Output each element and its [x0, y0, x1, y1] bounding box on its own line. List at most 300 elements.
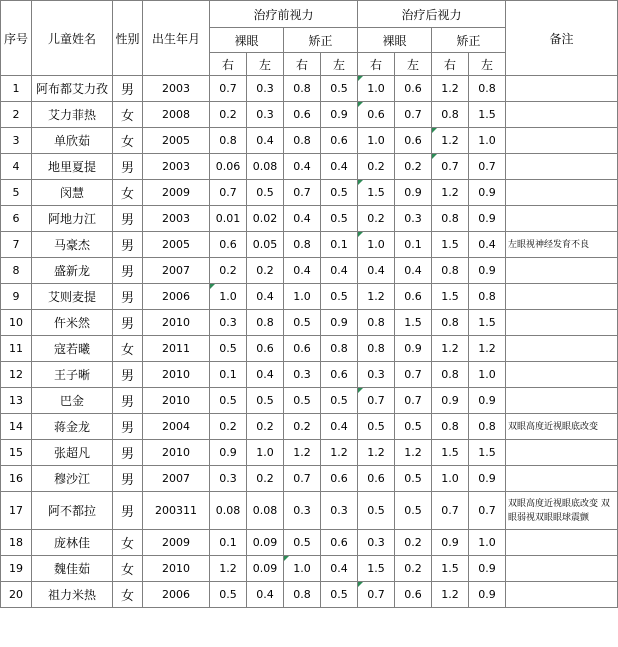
- table-row: [1, 232, 618, 258]
- row-number: 17: [1, 492, 32, 530]
- vision-before-corrected-right: 0.6: [284, 336, 321, 362]
- gender: 男: [113, 362, 143, 388]
- note-cell: [506, 154, 618, 180]
- child-name: 王子晰: [32, 362, 113, 388]
- vision-after-corrected-left: 1.2: [469, 336, 506, 362]
- vision-after-naked-right: 1.0: [358, 232, 395, 258]
- vision-before-corrected-left: 0.6: [321, 362, 358, 388]
- vision-before-corrected-left: 0.8: [321, 336, 358, 362]
- birth-date: 2010: [143, 556, 210, 582]
- vision-after-corrected-right: 1.5: [432, 440, 469, 466]
- note-cell: [506, 102, 618, 128]
- vision-before-corrected-right: 0.5: [284, 388, 321, 414]
- vision-after-naked-left: 0.9: [395, 180, 432, 206]
- row-number: 10: [1, 310, 32, 336]
- gender: 女: [113, 530, 143, 556]
- header-right-eye: 右: [284, 53, 321, 76]
- vision-before-corrected-right: 0.8: [284, 582, 321, 608]
- note-cell: [506, 336, 618, 362]
- child-name: 单欣茹: [32, 128, 113, 154]
- child-name: 地里夏提: [32, 154, 113, 180]
- vision-after-naked-right: 0.2: [358, 206, 395, 232]
- vision-before-corrected-right: 1.0: [284, 284, 321, 310]
- vision-after-corrected-left: 0.7: [469, 492, 506, 530]
- row-number: 13: [1, 388, 32, 414]
- child-name: 艾则麦提: [32, 284, 113, 310]
- row-number: 8: [1, 258, 32, 284]
- gender: 女: [113, 556, 143, 582]
- vision-after-corrected-left: 0.9: [469, 206, 506, 232]
- birth-date: 2003: [143, 76, 210, 102]
- gender: 女: [113, 336, 143, 362]
- vision-before-naked-right: 1.0: [210, 284, 247, 310]
- vision-before-naked-left: 0.08: [247, 154, 284, 180]
- birth-date: 2004: [143, 414, 210, 440]
- vision-before-naked-left: 0.2: [247, 414, 284, 440]
- vision-after-naked-right: 1.2: [358, 284, 395, 310]
- vision-after-corrected-right: 0.8: [432, 206, 469, 232]
- vision-before-naked-right: 0.2: [210, 102, 247, 128]
- gender: 男: [113, 440, 143, 466]
- vision-after-corrected-right: 0.9: [432, 530, 469, 556]
- vision-before-corrected-left: 0.9: [321, 102, 358, 128]
- vision-after-corrected-left: 0.9: [469, 258, 506, 284]
- vision-before-naked-left: 0.4: [247, 128, 284, 154]
- vision-after-naked-left: 1.2: [395, 440, 432, 466]
- birth-date: 2005: [143, 232, 210, 258]
- vision-before-naked-left: 0.5: [247, 388, 284, 414]
- vision-before-corrected-right: 1.0: [284, 556, 321, 582]
- table-body: [1, 76, 618, 608]
- header-before-corrected: 矫正: [284, 28, 358, 53]
- vision-after-naked-right: 0.2: [358, 154, 395, 180]
- birth-date: 2007: [143, 466, 210, 492]
- child-name: 马豪杰: [32, 232, 113, 258]
- vision-before-naked-right: 0.5: [210, 388, 247, 414]
- vision-before-naked-right: 0.2: [210, 258, 247, 284]
- header-before-naked: 裸眼: [210, 28, 284, 53]
- child-name: 阿不都拉: [32, 492, 113, 530]
- gender: 男: [113, 284, 143, 310]
- row-number: 9: [1, 284, 32, 310]
- vision-before-naked-right: 0.2: [210, 414, 247, 440]
- vision-after-corrected-right: 1.5: [432, 284, 469, 310]
- vision-before-corrected-right: 0.3: [284, 492, 321, 530]
- vision-after-naked-right: 0.7: [358, 582, 395, 608]
- vision-before-naked-right: 0.06: [210, 154, 247, 180]
- child-name: 仵米然: [32, 310, 113, 336]
- vision-after-corrected-left: 0.9: [469, 180, 506, 206]
- vision-after-naked-right: 1.0: [358, 128, 395, 154]
- birth-date: 2007: [143, 258, 210, 284]
- note-cell: [506, 310, 618, 336]
- header-after-treatment: 治疗后视力: [358, 1, 506, 28]
- vision-before-naked-left: 0.09: [247, 530, 284, 556]
- table-row: [1, 582, 618, 608]
- header-right-eye: 右: [358, 53, 395, 76]
- vision-after-corrected-left: 0.8: [469, 76, 506, 102]
- vision-before-naked-left: 0.05: [247, 232, 284, 258]
- vision-before-naked-right: 0.08: [210, 492, 247, 530]
- vision-after-naked-left: 0.6: [395, 128, 432, 154]
- header-row-1: [1, 1, 618, 28]
- vision-before-corrected-right: 0.4: [284, 258, 321, 284]
- vision-before-corrected-left: 0.4: [321, 414, 358, 440]
- vision-before-naked-right: 1.2: [210, 556, 247, 582]
- vision-after-naked-right: 1.5: [358, 556, 395, 582]
- note-cell: [506, 582, 618, 608]
- vision-after-naked-left: 0.5: [395, 492, 432, 530]
- row-number: 7: [1, 232, 32, 258]
- vision-before-naked-left: 0.4: [247, 362, 284, 388]
- vision-after-naked-right: 0.3: [358, 362, 395, 388]
- note-cell: [506, 388, 618, 414]
- gender: 男: [113, 258, 143, 284]
- gender: 男: [113, 310, 143, 336]
- vision-before-naked-right: 0.3: [210, 310, 247, 336]
- vision-before-corrected-left: 0.9: [321, 310, 358, 336]
- child-name: 蒋金龙: [32, 414, 113, 440]
- vision-before-naked-right: 0.3: [210, 466, 247, 492]
- vision-after-naked-left: 0.2: [395, 154, 432, 180]
- gender: 女: [113, 180, 143, 206]
- vision-before-naked-right: 0.7: [210, 76, 247, 102]
- birth-date: 2010: [143, 362, 210, 388]
- vision-after-corrected-right: 0.8: [432, 102, 469, 128]
- birth-date: 2005: [143, 128, 210, 154]
- header-after-naked: 裸眼: [358, 28, 432, 53]
- vision-after-naked-right: 0.5: [358, 414, 395, 440]
- header-name: 儿童姓名: [32, 1, 113, 76]
- row-number: 19: [1, 556, 32, 582]
- vision-after-naked-left: 0.5: [395, 466, 432, 492]
- vision-after-naked-right: 0.4: [358, 258, 395, 284]
- vision-after-corrected-left: 0.9: [469, 466, 506, 492]
- gender: 男: [113, 76, 143, 102]
- vision-after-corrected-right: 0.7: [432, 154, 469, 180]
- vision-after-corrected-right: 0.8: [432, 414, 469, 440]
- header-birth: 出生年月: [143, 1, 210, 76]
- vision-after-naked-right: 0.8: [358, 310, 395, 336]
- vision-after-corrected-left: 1.0: [469, 362, 506, 388]
- vision-after-naked-left: 1.5: [395, 310, 432, 336]
- vision-before-corrected-right: 0.2: [284, 414, 321, 440]
- vision-before-naked-right: 0.1: [210, 362, 247, 388]
- vision-before-corrected-right: 0.8: [284, 76, 321, 102]
- vision-before-corrected-right: 1.2: [284, 440, 321, 466]
- table-row: [1, 128, 618, 154]
- vision-after-naked-right: 0.6: [358, 102, 395, 128]
- row-number: 18: [1, 530, 32, 556]
- note-cell: [506, 258, 618, 284]
- vision-before-corrected-right: 0.6: [284, 102, 321, 128]
- child-name: 阿地力江: [32, 206, 113, 232]
- note-cell: [506, 530, 618, 556]
- gender: 女: [113, 128, 143, 154]
- vision-before-corrected-left: 0.1: [321, 232, 358, 258]
- vision-after-naked-right: 0.5: [358, 492, 395, 530]
- vision-after-naked-left: 0.9: [395, 336, 432, 362]
- row-number: 20: [1, 582, 32, 608]
- child-name: 穆沙江: [32, 466, 113, 492]
- vision-after-naked-left: 0.4: [395, 258, 432, 284]
- vision-after-corrected-right: 0.8: [432, 258, 469, 284]
- vision-before-corrected-left: 0.5: [321, 388, 358, 414]
- vision-before-corrected-right: 0.3: [284, 362, 321, 388]
- gender: 男: [113, 414, 143, 440]
- vision-after-naked-left: 0.6: [395, 76, 432, 102]
- vision-after-naked-left: 0.6: [395, 582, 432, 608]
- vision-after-naked-right: 0.7: [358, 388, 395, 414]
- gender: 男: [113, 466, 143, 492]
- child-name: 祖力米热: [32, 582, 113, 608]
- vision-before-naked-right: 0.1: [210, 530, 247, 556]
- vision-after-corrected-right: 1.2: [432, 180, 469, 206]
- vision-before-naked-left: 0.08: [247, 492, 284, 530]
- vision-before-naked-left: 0.2: [247, 258, 284, 284]
- vision-after-naked-left: 0.5: [395, 414, 432, 440]
- note-cell: [506, 206, 618, 232]
- header-left-eye: 左: [247, 53, 284, 76]
- gender: 男: [113, 492, 143, 530]
- vision-after-naked-right: 1.2: [358, 440, 395, 466]
- vision-before-naked-left: 0.3: [247, 102, 284, 128]
- table-row: [1, 102, 618, 128]
- vision-after-corrected-left: 0.4: [469, 232, 506, 258]
- vision-before-naked-left: 0.3: [247, 76, 284, 102]
- vision-before-naked-left: 0.2: [247, 466, 284, 492]
- vision-before-corrected-left: 0.6: [321, 466, 358, 492]
- table-row: [1, 388, 618, 414]
- vision-after-corrected-left: 0.8: [469, 284, 506, 310]
- vision-after-corrected-left: 0.8: [469, 414, 506, 440]
- gender: 女: [113, 582, 143, 608]
- header-after-corrected: 矫正: [432, 28, 506, 53]
- vision-before-corrected-left: 0.5: [321, 180, 358, 206]
- vision-before-corrected-left: 0.5: [321, 582, 358, 608]
- vision-before-corrected-right: 0.4: [284, 154, 321, 180]
- table-row: [1, 76, 618, 102]
- vision-after-corrected-left: 1.5: [469, 440, 506, 466]
- vision-before-corrected-right: 0.8: [284, 232, 321, 258]
- vision-after-naked-right: 1.0: [358, 76, 395, 102]
- vision-before-naked-right: 0.8: [210, 128, 247, 154]
- row-number: 15: [1, 440, 32, 466]
- vision-after-corrected-right: 0.7: [432, 492, 469, 530]
- vision-after-corrected-right: 1.2: [432, 76, 469, 102]
- birth-date: 2011: [143, 336, 210, 362]
- vision-before-naked-right: 0.6: [210, 232, 247, 258]
- header-left-eye: 左: [321, 53, 358, 76]
- vision-after-naked-left: 0.7: [395, 388, 432, 414]
- row-number: 6: [1, 206, 32, 232]
- birth-date: 2006: [143, 582, 210, 608]
- child-name: 艾力菲热: [32, 102, 113, 128]
- vision-after-corrected-left: 1.0: [469, 530, 506, 556]
- vision-before-naked-right: 0.9: [210, 440, 247, 466]
- birth-date: 2009: [143, 180, 210, 206]
- birth-date: 2009: [143, 530, 210, 556]
- vision-after-corrected-right: 1.2: [432, 128, 469, 154]
- vision-after-corrected-right: 0.8: [432, 310, 469, 336]
- vision-after-corrected-left: 0.7: [469, 154, 506, 180]
- birth-date: 200311: [143, 492, 210, 530]
- vision-after-corrected-left: 1.0: [469, 128, 506, 154]
- gender: 男: [113, 206, 143, 232]
- row-number: 12: [1, 362, 32, 388]
- vision-before-naked-right: 0.7: [210, 180, 247, 206]
- birth-date: 2008: [143, 102, 210, 128]
- vision-before-corrected-left: 0.5: [321, 76, 358, 102]
- gender: 男: [113, 388, 143, 414]
- table-row: [1, 414, 618, 440]
- gender: 女: [113, 102, 143, 128]
- row-number: 16: [1, 466, 32, 492]
- row-number: 1: [1, 76, 32, 102]
- birth-date: 2010: [143, 310, 210, 336]
- vision-after-corrected-right: 1.5: [432, 232, 469, 258]
- header-left-eye: 左: [469, 53, 506, 76]
- table-row: [1, 440, 618, 466]
- note-cell: [506, 284, 618, 310]
- table-row: [1, 530, 618, 556]
- header-right-eye: 右: [210, 53, 247, 76]
- vision-after-naked-right: 1.5: [358, 180, 395, 206]
- note-cell: 左眼视神经发育不良: [506, 232, 618, 258]
- vision-before-corrected-right: 0.5: [284, 530, 321, 556]
- row-number: 2: [1, 102, 32, 128]
- vision-after-corrected-left: 1.5: [469, 102, 506, 128]
- gender: 男: [113, 232, 143, 258]
- vision-before-corrected-left: 0.4: [321, 154, 358, 180]
- child-name: 盛新龙: [32, 258, 113, 284]
- vision-after-naked-left: 0.1: [395, 232, 432, 258]
- vision-before-naked-left: 0.02: [247, 206, 284, 232]
- vision-before-corrected-left: 0.4: [321, 258, 358, 284]
- vision-after-corrected-left: 0.9: [469, 388, 506, 414]
- note-cell: [506, 440, 618, 466]
- table-row: [1, 492, 618, 530]
- child-name: 闵慧: [32, 180, 113, 206]
- vision-after-corrected-left: 1.5: [469, 310, 506, 336]
- child-name: 寇若曦: [32, 336, 113, 362]
- vision-after-corrected-right: 1.2: [432, 582, 469, 608]
- header-seq: 序号: [1, 1, 32, 76]
- vision-after-naked-right: 0.8: [358, 336, 395, 362]
- vision-before-naked-left: 1.0: [247, 440, 284, 466]
- vision-before-corrected-left: 0.5: [321, 206, 358, 232]
- table-row: [1, 310, 618, 336]
- vision-before-corrected-right: 0.7: [284, 466, 321, 492]
- birth-date: 2006: [143, 284, 210, 310]
- table-row: [1, 556, 618, 582]
- birth-date: 2010: [143, 388, 210, 414]
- vision-after-naked-left: 0.7: [395, 362, 432, 388]
- table-row: [1, 466, 618, 492]
- vision-after-corrected-right: 0.9: [432, 388, 469, 414]
- vision-after-naked-left: 0.2: [395, 530, 432, 556]
- birth-date: 2003: [143, 154, 210, 180]
- vision-before-naked-left: 0.4: [247, 582, 284, 608]
- table-row: [1, 284, 618, 310]
- child-name: 庞林佳: [32, 530, 113, 556]
- note-cell: [506, 128, 618, 154]
- gender: 男: [113, 154, 143, 180]
- vision-after-naked-right: 0.3: [358, 530, 395, 556]
- note-cell: [506, 362, 618, 388]
- table-row: [1, 180, 618, 206]
- table-row: [1, 258, 618, 284]
- vision-before-corrected-left: 1.2: [321, 440, 358, 466]
- vision-after-corrected-right: 0.8: [432, 362, 469, 388]
- birth-date: 2010: [143, 440, 210, 466]
- row-number: 5: [1, 180, 32, 206]
- vision-before-naked-left: 0.6: [247, 336, 284, 362]
- vision-before-corrected-right: 0.5: [284, 310, 321, 336]
- vision-after-naked-left: 0.2: [395, 556, 432, 582]
- table-row: [1, 206, 618, 232]
- child-name: 魏佳茹: [32, 556, 113, 582]
- vision-before-corrected-right: 0.7: [284, 180, 321, 206]
- header-before-treatment: 治疗前视力: [210, 1, 358, 28]
- row-number: 11: [1, 336, 32, 362]
- vision-before-naked-left: 0.8: [247, 310, 284, 336]
- vision-before-corrected-left: 0.3: [321, 492, 358, 530]
- vision-after-corrected-right: 1.0: [432, 466, 469, 492]
- note-cell: [506, 466, 618, 492]
- vision-before-naked-left: 0.4: [247, 284, 284, 310]
- vision-before-corrected-left: 0.4: [321, 556, 358, 582]
- header-gender: 性别: [113, 1, 143, 76]
- vision-before-naked-left: 0.09: [247, 556, 284, 582]
- vision-before-naked-left: 0.5: [247, 180, 284, 206]
- vision-before-corrected-left: 0.6: [321, 530, 358, 556]
- row-number: 3: [1, 128, 32, 154]
- vision-after-corrected-right: 1.5: [432, 556, 469, 582]
- vision-before-corrected-left: 0.6: [321, 128, 358, 154]
- child-name: 巴金: [32, 388, 113, 414]
- child-name: 张超凡: [32, 440, 113, 466]
- header-left-eye: 左: [395, 53, 432, 76]
- row-number: 4: [1, 154, 32, 180]
- vision-before-naked-right: 0.5: [210, 582, 247, 608]
- note-cell: [506, 556, 618, 582]
- table-row: [1, 362, 618, 388]
- vision-after-naked-left: 0.7: [395, 102, 432, 128]
- vision-after-corrected-right: 1.2: [432, 336, 469, 362]
- child-name: 阿布都艾力孜: [32, 76, 113, 102]
- vision-before-naked-right: 0.01: [210, 206, 247, 232]
- birth-date: 2003: [143, 206, 210, 232]
- vision-after-naked-right: 0.6: [358, 466, 395, 492]
- vision-before-naked-right: 0.5: [210, 336, 247, 362]
- note-cell: [506, 180, 618, 206]
- row-number: 14: [1, 414, 32, 440]
- vision-after-naked-left: 0.6: [395, 284, 432, 310]
- vision-before-corrected-right: 0.4: [284, 206, 321, 232]
- note-cell: 双眼高度近视眼底改变: [506, 414, 618, 440]
- vision-before-corrected-right: 0.8: [284, 128, 321, 154]
- note-cell: [506, 76, 618, 102]
- vision-after-corrected-left: 0.9: [469, 582, 506, 608]
- table-row: [1, 154, 618, 180]
- vision-after-corrected-left: 0.9: [469, 556, 506, 582]
- table-row: [1, 336, 618, 362]
- header-note: 备注: [506, 1, 618, 76]
- vision-after-naked-left: 0.3: [395, 206, 432, 232]
- vision-before-corrected-left: 0.5: [321, 284, 358, 310]
- note-cell: 双眼高度近视眼底改变 双眼弱视双眼眼球震颤: [506, 492, 618, 530]
